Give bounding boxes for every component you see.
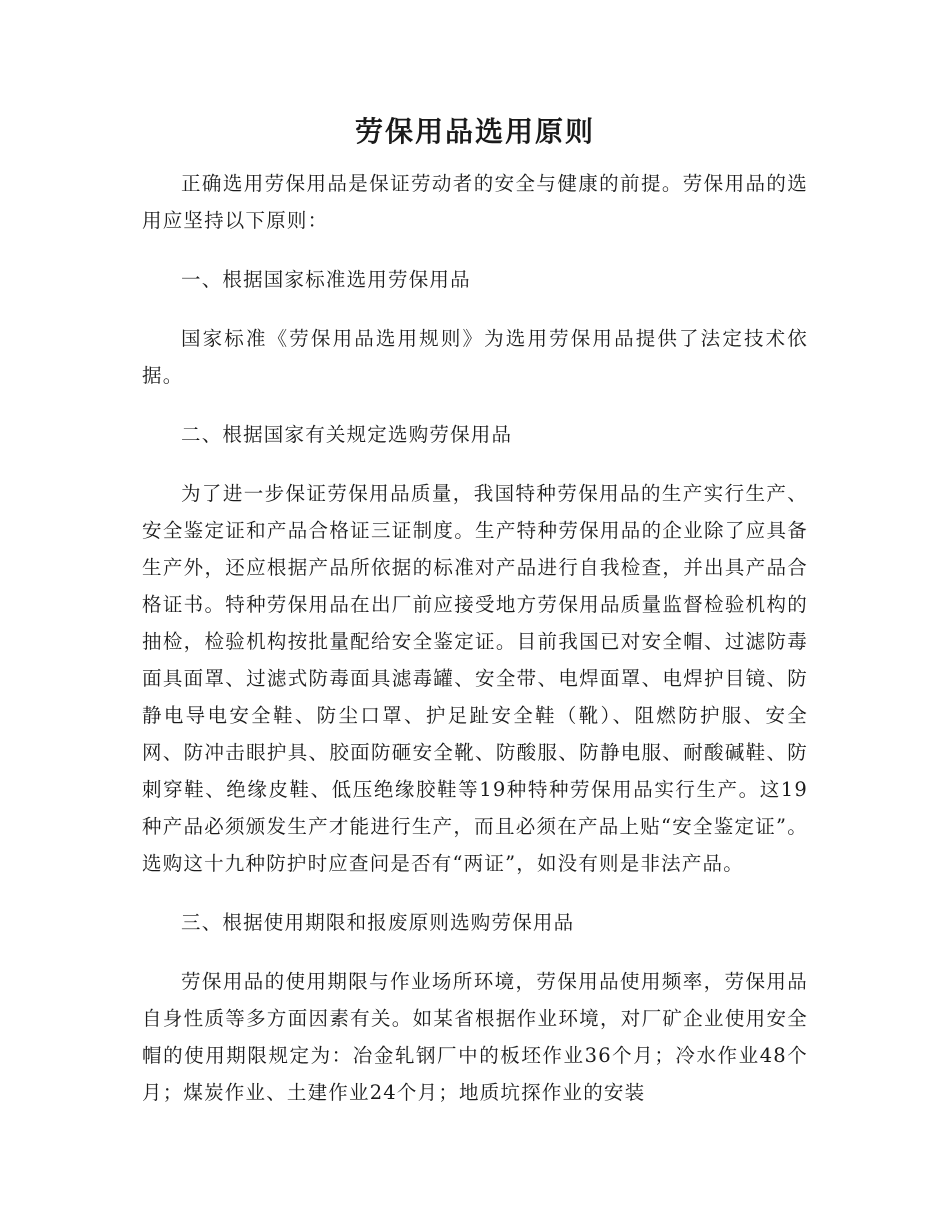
document-body	[142, 165, 808, 1133]
document-title: 劳保用品选用原则	[354, 115, 595, 148]
paragraph-national-standard: 国家标准《劳保用品选用规则》为选用劳保用品提供了法定技术依据。	[142, 327, 808, 387]
paragraph-three-certificates: 为了进一步保证劳保用品质量，我国特种劳保用品的生产实行生产、安全鉴定证和产品合格证三证制度。生产特种劳保用品的企业除了应具备生产外，还应根据产品所依据的标准对产品进行自我检查，并出具产品合格证书。特种劳保用品在出厂前应接受地方劳保用品质量监督检验机构的抽检，检验机构按批量配给安全鉴定证。目前我国已对安全帽、过滤防毒面具面罩、过滤式防毒面具滤毒罐、安全带、电焊面罩、电焊护目镜、防静电导电安全鞋、防尘口罩、护足趾安全鞋（靴）、阻燃防护服、安全网、防冲击眼护具、胶面防砸安全靴、防酸服、防静电服、耐酸碱鞋、防刺穿鞋、绝缘皮鞋、低压绝缘胶鞋等19种特种劳保用品实行生产。这19种产品必须颁发生产才能进行生产，而且必须在产品上贴“安全鉴定证”。选购这十九种防护时应查问是否有“两证”，如没有则是非法产品。	[142, 482, 808, 875]
section-heading-3: 三、根据使用期限和报废原则选购劳保用品	[181, 911, 575, 934]
paragraph-intro: 正确选用劳保用品是保证劳动者的安全与健康的前提。劳保用品的选用应坚持以下原则：	[142, 172, 808, 232]
section-heading-1: 一、根据国家标准选用劳保用品	[181, 268, 471, 291]
paragraph-service-life: 劳保用品的使用期限与作业场所环境，劳保用品使用频率，劳保用品自身性质等多方面因素有关。如某省根据作业环境，对厂矿企业使用安全帽的使用期限规定为：冶金轧钢厂中的板坯作业36个月；冷水作业48个月；煤炭作业、土建作业24个月；地质坑探作业的安装	[142, 970, 808, 1104]
section-heading-2: 二、根据国家有关规定选购劳保用品	[181, 423, 513, 446]
